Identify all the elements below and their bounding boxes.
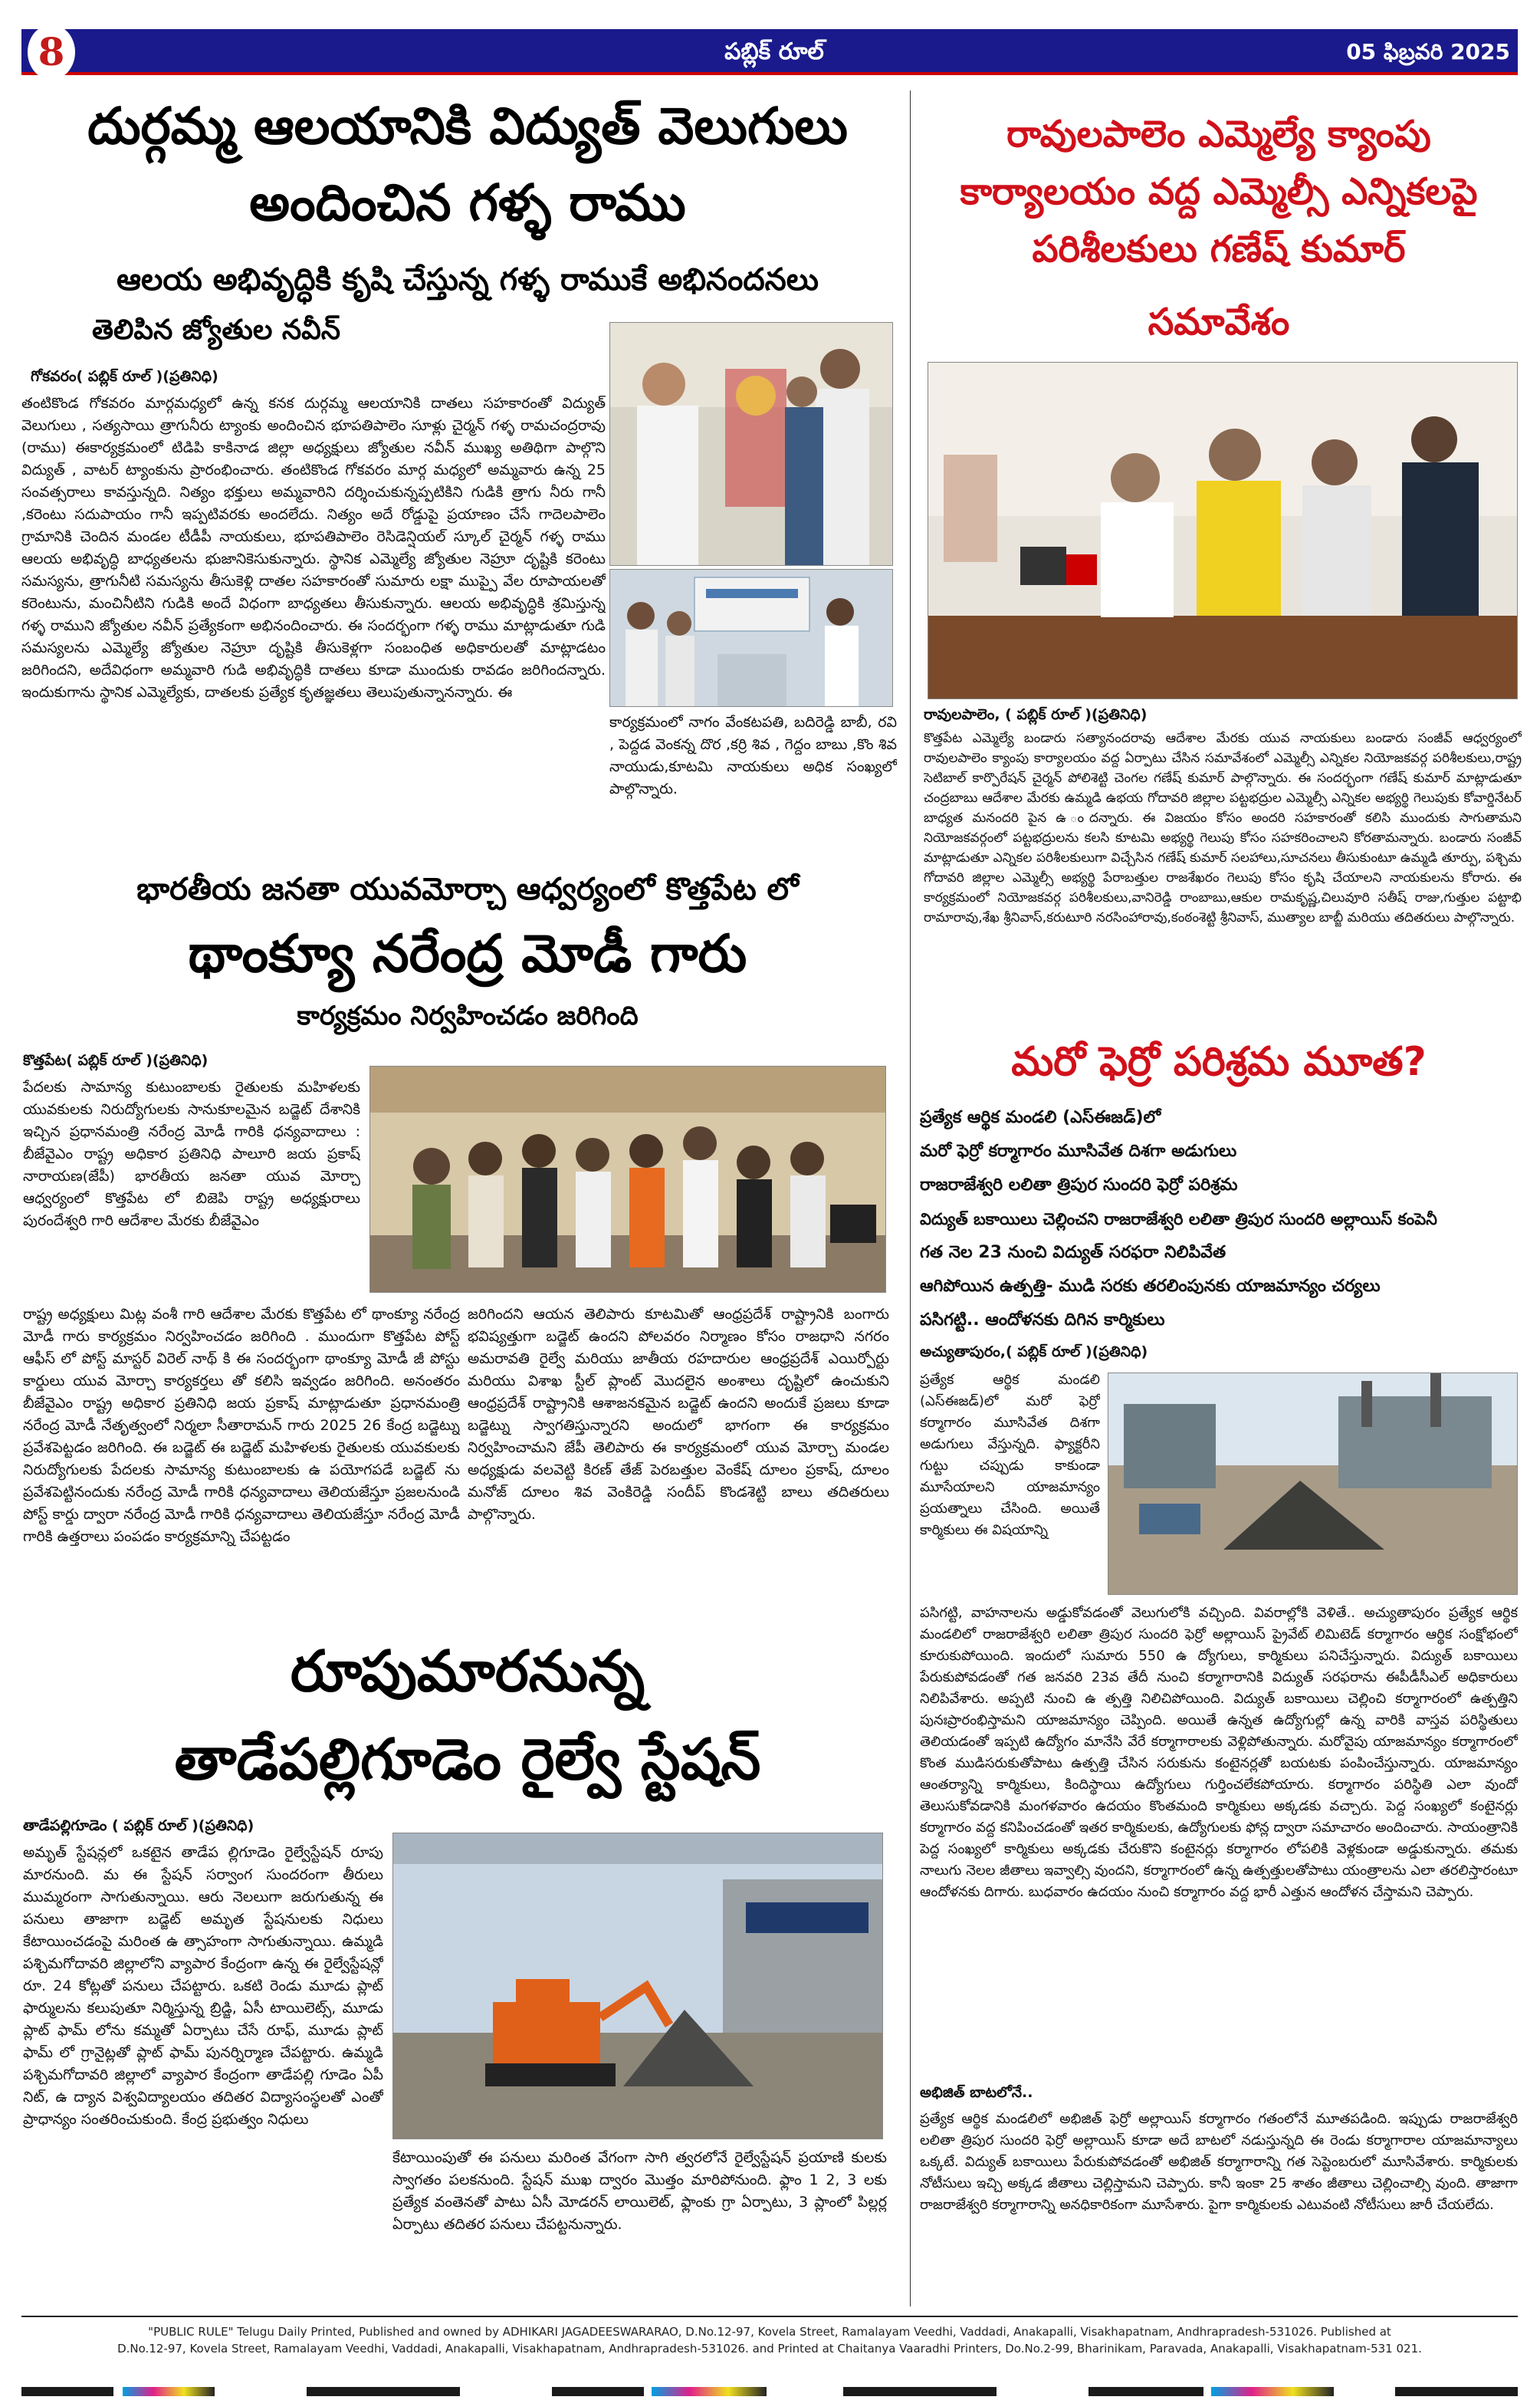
ferro-factory-photo [1108,1373,1518,1595]
article5-subhead-4: విద్యుత్ బకాయిలు చెల్లించని రాజరాజేశ్వరి లలితా త్రిపుర సుందరి అల్లాయిస్ కంపెనీ [920,1210,1437,1228]
imprint-line-2: D.No.12-97, Kovela Street, Ramalayam Veedhi, Vaddadi, Anakapalli, Visakhapatnam, Andhrapradesh-531026. and Printed at Chaitanya Vaaradhi Printers, Do.No.2-99, Bharinikam, Paravada, Anakapalli, Visakhapatnam-531 021. [117,2342,1422,2356]
article3-dateline: తాడేపల్లిగూడెం ( పబ్లిక్ రూల్ )(ప్రతినిధి) [23,1817,254,1834]
article1-dateline: గోకవరం( పబ్లిక్ రూల్ )(ప్రతినిధి) [31,368,218,385]
imprint-line-1: "PUBLIC RULE" Telugu Daily Printed, Published and owned by ADHIKARI JAGADEESWARARAO, D.No.12-97, Kovela Street, Ramalayam Veedhi, Vaddadi, Anakapalli, Visakhapatnam, Andhrapradesh-531026. Published at [148,2325,1391,2339]
article2-body-col1: పేదలకు సామాన్య కుటుంబాలకు రైతులకు మహిళలకు యువకులకు నిరుద్యోగులకు సానుకూలమైన బడ్జెట్ దేశానికి ఇచ్చిన ప్రధానమంత్రి నరేంద్ర మోడీ గారికి ధన్యవాదాలు : బీజేవైఎం రాష్ట్ర అధికార ప్రతినిధి పాలూరి జయ ప్రకాష్ నారాయణ(జేపీ) భారతీయ జనతా యువ మోర్చా ఆధ్వర్యంలో కొత్తపేట లో బిజెపి రాష్ట్ర అధ్యక్షురాలు పురందేశ్వరి గారి ఆదేశాల మేరకు బీజేవైఎం [23,1079,360,1229]
article5-subhead-6: ఆగిపోయిన ఉత్పత్తి- ముడి సరకు తరలింపునకు యాజమాన్యం చర్యలు [920,1277,1381,1296]
registration-bar-black-6 [1395,2387,1518,2396]
article5-headline: మరో ఫెర్రో పరిశ్రమ మూత? [1011,1039,1427,1085]
article4-headline-line3: పరిశీలకులు గణేష్ కుమార్ [1032,228,1406,271]
registration-bar-color-3 [1211,2387,1334,2396]
article1-subhead2: తెలిపిన జ్యోతుల నవీన్ [92,314,341,346]
article3-body-col2: కేటాయింపుతో ఈ పనులు మరింత వేగంగా సాగి త్వరలోనే రైల్వేస్టేషన్ ప్రయాణి కులకు స్వాగతం పలకనుంది. స్టేషన్ ముఖ ద్వారం మొత్తం మారిపోనుంది. ఫ్లాం 1 2, 3 లకు ప్రత్యేక వంతెనతో పాటు ఏసీ మోడరన్ లాయిలెట్, ఫ్లాంకు గ్రా ఏర్పాటు, 3 ప్లాంలో పిల్లర్ల ఏర్పాటు తదితర పనులు చేపట్టనున్నారు. [392,2149,887,2233]
article2-subhead: కార్యక్రమం నిర్వహించడం జరిగింది [297,1001,639,1031]
imprint-footer [21,2316,1518,2385]
article3-headline-line1: రూపుమారనున్న [290,1639,645,1705]
registration-bar-black-5 [1089,2387,1203,2396]
railway-station-construction-photo [392,1833,883,2139]
registration-bar-color [123,2387,215,2396]
article1-caption: కార్యక్రమంలో నాగం వేంకటపతి, బదిరెడ్డి బాబీ, రవి , పెద్దడ వెంకన్న దొర ,కర్రి శివ , గెద్దం బాబు ,కొం శివ నాయుడు,కూటమి నాయకులు అధిక సంఖ్యలో పాల్గొన్నారు. [609,714,897,797]
article1-headline-line2: అందించిన గళ్ళ రాము [249,173,686,232]
column-divider [910,90,911,2306]
article2-body-col3: జరిగిందని ఆయన తెలిపారు కూటమితో ఆంధ్రప్రదేశ్ రాష్ట్రానికి బంగారు భవిష్యత్తుగా బడ్జెట్ ఉందని పోలవరం నిర్మాణం కోసం రాజధాని నగరం అమరావతి రైల్వే మరియు జాతీయ రహదారుల ఆంధ్రప్రదేశ్ ఎయిర్పోర్టు మరియు విశాఖ స్టీల్ ప్లాంట్ మొదలైన అంశాలు దృష్టిలో ఉంచుకుని ఆంధ్రప్రదేశ్ రాష్ట్రానికి ఆశాజనకమైన బడ్జెట్ ఉందని అందుకే ప్రజలు కూడా బడ్జెట్ను స్వాగతిస్తున్నారని అందులో భాగంగా ఈ కార్యక్రమం నిర్వహించామని జేపీ తెలిపారు ఈ కార్యక్రమంలో యువ మోర్చా మండల అధ్యక్షుడు వలవెట్టి కిరణ్ తేజ్ పెరబత్తుల వెంకేష్ దూలం ప్రకాష్, దూలం మనోజ్ దూలం శివ వెంకిరెడ్డి సందీప్ కొండశెట్టి బాలు తదితరులు పాల్గొన్నారు. [468,1306,889,1523]
article5-subhead-3: రాజరాజేశ్వరి లలితా త్రిపుర సుందరి ఫెర్రో పరిశ్రమ [920,1175,1238,1195]
article1-subhead: ఆలయ అభివృద్ధికి కృషి చేస్తున్న గళ్ళ రాముకే అభినందనలు [117,262,819,298]
article2-body-col2: రాష్ట్ర అధ్యక్షులు మిట్ల వంశీ గారి ఆదేశాల మేరకు కొత్తపేట లో థాంక్యూ నరేంద్ర మోడీ గారు కార్యక్రమం నిర్వహించడం జరిగింది . ముందుగా కొత్తపేట పోస్ట్ ఆఫీస్ లో పోస్ట్ మాస్టర్ విరెల్ నాథ్ కి ఈ సందర్భంగా థాంక్యూ మోడీ జీ పోస్టు కార్డులు యువ మోర్చా కార్యకర్తలు తో కలిసి ఇవ్వడం జరిగింది. అనంతరం బీజేవైఎం రాష్ట్ర అధికార ప్రతినిధి జయ ప్రకాష్ మాట్లాడుతూ ప్రధానమంత్రి నరేంద్ర మోడీ నేతృత్వంలో నిర్మలా సీతారామన్ గారు 2025 26 కేంద్ర బడ్జెట్ను ప్రవేశపెట్టడం జరిగింది. ఈ బడ్జెట్ ఈ బడ్జెట్ మహిళలకు రైతులకు యువకులకు నిరుద్యోగులకు పేదలకు సామాన్య కుటుంబాలకు ఉ పయోగపడే బడ్జెట్ ను ప్రవేశపెట్టినందుకు నరేంద్ర మోడీ గారికి ధన్యవాదాలు తెలియజేస్తూ ప్రజలనుండి పోస్ట్ కార్డు ద్వారా నరేంద్ర మోడీ గారికి ధన్యవాదాలు తెలియజేస్తూ నరేంద్ర మోడీ గారికి ఉత్తరాలు పంపడం కార్యక్రమాన్ని చేపట్టడం [23,1306,460,1545]
mlc-meeting-photo [928,362,1518,699]
temple-inauguration-photo [609,322,893,566]
registration-bar-color-2 [652,2387,767,2396]
paper-name: పబ్లిక్ రూల్ [724,38,824,65]
registration-bar-black-3 [552,2387,644,2396]
article2-headline: థాంక్యూ నరేంద్ర మోడీ గారు [188,924,747,985]
article5-intro: ప్రత్యేక ఆర్థిక మండలి (ఎస్ఈజడ్)లో మరో ఫెర్రో కర్మాగారం మూసివేత దిశగా అడుగులు వేస్తున్నది. ఫ్యాక్టరీని గుట్టు చప్పుడు కాకుండా మూసేయాలని యాజమాన్యం ప్రయత్నాలు చేసింది. అయితే కార్మికులు ఈ విషయాన్ని [920,1372,1100,1538]
article5-dateline: అచ్యుతాపురం,( పబ్లిక్ రూల్ )(ప్రతినిధి) [920,1343,1148,1360]
article2-dateline: కొత్తపేట( పబ్లిక్ రూల్ )(ప్రతినిధి) [23,1052,209,1069]
registration-bar-black-4 [843,2387,997,2396]
water-tank-inauguration-photo [609,569,893,707]
article4-headline-line2: కార్యాలయం వద్ద ఎమ్మెల్సీ ఎన్నికలపై [960,170,1478,213]
article5-subhead-2: మరో ఫెర్రో కర్మాగారం మూసివేత దిశగా అడుగులు [920,1142,1237,1161]
article5-body-end: ప్రత్యేక ఆర్థిక మండలిలో అభిజిత్ ఫెర్రో అల్లాయిస్ కర్మాగారం గతంలోనే మూతపడింది. ఇప్పుడు రాజరాజేశ్వరి లలితా త్రిపుర సుందరి ఫెర్రో అల్లాయిస్ కూడా అదే బాటలో నడుస్తున్నది ఈ రెండు కర్మాగారాల యాజమాన్యాలు ఒక్కటే. విద్యుత్ బకాయిలు పేరుకుపోవడంతో అభిజిత్ కర్మాగారాన్ని గత సెప్టెంబరులో మూసివేశారు. కార్మికులకు నోటీసులు ఇచ్చి అక్కడ జీతాలు చెల్లిస్తామని చెప్పారు. కానీ ఇంకా 25 శాతం జీతాలు చెల్లించాల్సి వుంది. తాజాగా రాజరాజేశ్వరి కర్మాగారాన్ని అనధికారికంగా మూసేశారు. పైగా కార్మికులకు ఎటువంటి నోటీసులు జారీ చేయలేదు. [920,2111,1518,2213]
article5-subhead-7: పసిగట్టి.. ఆందోళనకు దిగిన కార్మికులు [920,1310,1165,1330]
article4-headline-line4: సమావేశం [1148,301,1290,344]
article4-dateline: రావులపాలెం, ( పబ్లిక్ రూల్ )(ప్రతినిధి) [924,706,1148,723]
article2-kicker: భారతీయ జనతా యువమోర్చా ఆధ్వర్యంలో కొత్తపేట లో [136,872,799,907]
article5-body: పసిగట్టి, వాహనాలను అడ్డుకోవడంతో వెలుగులోకి వచ్చింది. వివరాల్లోకి వెళితే.. అచ్యుతాపురం ప్రత్యేక ఆర్థిక మండలిలో రాజరాజేశ్వరి లలితా త్రిపుర సుందరి ఫెర్రో అల్లాయిస్ ప్రైవేట్ లిమిటెడ్ కర్మాగారం ఆర్థిక సంక్షోభంలో కూరుకుపోయింది. ఇందులో సుమారు 550 ఉ ద్యోగులు, కార్మికులు పనిచేస్తున్నారు. విద్యుత్ బకాయిలు పేరుకుపోవడంతో గత జనవరి 23వ తేదీ నుంచి కర్మాగారానికి విద్యుత్ సరఫరాను ఈపీడీసీఎల్ అధికారులు నిలిపివేశారు. అప్పటి నుంచి ఉ త్పత్తి నిలిచిపోయింది. విద్యుత్ బకాయిలు చెల్లించి కర్మాగారంలో ఉత్పత్తిని పునఃప్రారంభిస్తామని యాజమాన్యం చెప్పింది. అయితే ఉన్నత ఉద్యోగుల్లో ఉన్న వారికి వాస్తవ పరిస్థితులు తెలియడంతో ఇప్పటి ఉద్యోగం మానేసి వేరే కర్మాగారాలకు వెళ్లిపోతున్నారు. మరోవైపు యాజమాన్యం కర్మాగారంలో కొంత ముడిసరుకుతోపాటు ఉత్పత్తి చేసిన సరుకును కంటైనర్లతో బయటకు పంపించేస్తున్నారు. యాజమాన్యం ఆంతర్యాన్ని కార్మికులు, కిందిస్థాయి ఉద్యోగులు గుర్తించలేకపోయారు. కర్మాగారం పరిస్థితి ఎలా వుందో తెలుసుకోవడానికి మంగళవారం ఉదయం కొంతమంది కార్మికులు అక్కడకు వచ్చారు. పెద్ద సంఖ్యలో కంటైనర్లు కర్మాగారం వద్ద కనిపించడంతో ఇతర కార్మికులకు, ఉద్యోగులకు ఫోన్ల ద్వారా సమాచారం అందించారు. సాయంత్రానికి పెద్ద సంఖ్యలో కార్మికులు అక్కడకు చేరుకొని కంటైనర్లు కర్మాగారం లోపలికి వెళ్లకుండా అడ్డుకున్నారు. తమకు నాలుగు నెలల జీతాలు ఇవ్వాల్సి వుందని, కర్మాగారంలో ఉన్న ఉత్పత్తులతోపాటు యంత్రాలను ఎలా తరలిస్తారంటూ ఆందోళనకు దిగారు. బుధవారం ఉదయం నుంచి కర్మాగారం వద్ద భారీ ఎత్తున ఆందోళన చేస్తామని చెప్పారు. [920,1605,1518,1900]
article4-body: కొత్తపేట ఎమ్మెల్యే బండారు సత్యానందరావు ఆదేశాల మేరకు యువ నాయకులు బండారు సంజీవ్ ఆధ్వర్యంలో రావులపాలెం క్యాంపు కార్యాలయం వద్ద ఏర్పాటు చేసిన సమావేశంలో ఎమ్మెల్సీ ఎన్నికల నియోజకవర్గ పరిశీలకులు,రాష్ట్ర సెటిబాల్ కార్పొరేషన్ చైర్మన్ పోలిశెట్టి చెంగల గణేష్ కుమార్ పాల్గొన్నారు. ఈ సందర్భంగా గణేష్ కుమార్ మాట్లాడుతూ చంద్రబాబు ఆదేశాల మేరకు ఉమ్మడి ఉభయ గోదావరి జిల్లాల పట్టభద్రుల ఎమ్మెల్సీ ఎన్నికల అభ్యర్థి గెలుపుకు కోవార్డినేటర్ బాధ్యత మనందరి పైన ఉ ందన్నారు. ఈ విజయం కోసం అందరి సహకారంతో కలిసి ముందుకు సాగుతామని నియోజకవర్గంలో పట్టభద్రులను కలసి కూటమి అభ్యర్థి గెలుపు కోసం సహకరించాలని కోరతామన్నారు. బండారు సంజీవ్ మాట్లాడుతూ ఎన్నికల పరిశీలకులుగా విచ్చేసిన గణేష్ కుమార్ సలహాలు,సూచనలు తీసుకుంటూ ఉమ్మడి తూర్పు, పశ్చిమ గోదావరి జిల్లాల ఎమ్మెల్సీ అభ్యర్థి పేరాబత్తుల రాజశేఖరం గెలుపు కోసం కృషి చేయాలని నాయకులను కోరారు. ఈ కార్యక్రమంలో నియోజకవర్గ పరిశీలకులు,వానిరెడ్డి రాంబాబు,ఆకుల రామకృష్ణ,చిలువూరి సతీష్ రాజు,గుత్తుల పట్టాభి రామారావు,శేఖ శ్రీనివాస్,కరుటూరి నరసింహారావు,కంఠంశెట్టి శ్రీనివాస్, ముత్యాల బాబ్జీ మరియు తదితరులు పాల్గొన్నారు. [924,731,1522,925]
article3-headline-line2: తాడేపల్లిగూడెం రైల్వే స్టేషన్ [174,1727,761,1793]
issue-date: 05 ఫిబ్రవరి 2025 [1346,39,1510,64]
registration-bar-black-2 [307,2387,460,2396]
registration-bar-black [21,2387,113,2396]
article5-subhead-5: గత నెల 23 నుంచి విద్యుత్ సరఫరా నిలిపివేత [920,1243,1226,1262]
article5-subhead-end: అభిజిత్ బాటలోనే.. [920,2084,1033,2101]
post-office-group-photo [369,1066,886,1293]
article4-headline-line1: రావులపాలెం ఎమ్మెల్యే క్యాంపు [1006,113,1431,156]
article1-headline-line1: దుర్గమ్మ ఆలయానికి విద్యుత్ వెలుగులు [87,97,848,156]
page-number: 8 [28,25,75,80]
article1-body: తంటికొండ గోకవరం మార్గమధ్యలో ఉన్న కనక దుర్గమ్మ ఆలయానికి దాతలు సహకారంతో విద్యుత్ వెలుగులు , సత్యసాయి త్రాగునీరు ట్యాంకు అందించిన భూపతిపాలెం సూళ్లు చైర్మన్ గళ్ళ రామచంద్రరావు (రాము) ఈకార్యక్రమంలో టిడిపి కాకినాడ జిల్లా అధ్యక్షులు జ్యోతుల నవీన్ ముఖ్య అతిథిగా పాల్గొని విద్యుత్ , వాటర్ ట్యాంకును ప్రారంభించారు. తంటికొండ గోకవరం మార్గ మధ్యలో అమ్మవారు ఉన్న 25 సంవత్సరాలు కావస్తున్నది. నిత్యం భక్తులు అమ్మవారిని దర్శించుకున్నప్పటికిని గుడికి త్రాగు నీరు గానీ ,కరెంటు సదుపాయం గానీ ఇప్పటివరకు అందలేదు. నిత్యం అదే రోడ్డుపై ప్రయాణం చేసే గాదెలపాలెం గ్రామానికి చెందిన మండల టీడీపీ నాయకులు, భూపతిపాలెం రెసిడెన్షియల్ స్కూల్ చైర్మన్ గళ్ళ రాము ఆలయ అభివృద్ధి బాధ్యతలను భుజానికెసుకున్నారు. స్థానిక ఎమ్మెల్యే జ్యోతుల నెహ్రూ దృష్టికి కరెంటు సమస్యను, త్రాగునీటి సమస్యను తీసుకెళ్లి దాతల సహకారంతో సుమారు లక్షా ముప్పై వేల రూపాయలతో కరెంటును, మంచినీటిని గుడికి అందే విధంగా బాధ్యతలు తీసుకున్నారు. ఆలయ అభివృద్ధికి శ్రమిస్తున్న గళ్ళ రాముని జ్యోతుల నవీన్ ప్రత్యేకంగా అభినందించారు. ఈ సందర్భంగా గళ్ళ రాము మాట్లాడుతూ గుడి సమస్యలను ఎమ్మెల్యే జ్యోతుల నెహ్రూ దృష్టికి తీసుకెళ్లగా సంబంధిత అధికారులతో మాట్లాడటం జరిగిందని, అదేవిధంగా అమ్మవారి గుడి అభివృద్ధికి దాతలు కూడా ముందుకు రావడం జరిగిందన్నారు. ఇందుకుగాను స్థానిక ఎమ్మెల్యేకు, దాతలకు ప్రత్యేక కృతజ్ఞతలు తెలుపుతున్నానన్నారు. ఈ [21,395,606,701]
article3-body-col1: అమృత్ స్టేషన్లలో ఒకటైన తాడేప ల్లిగూడెం రైల్వేస్టేషన్ రూపు మారనుంది. మ ఈ స్టేషన్ సర్వాంగ సుందరంగా తీరులు ముమ్మరంగా సాగుతున్నాయి. ఆరు నెలలుగా జరుగుతున్న ఈ పనులు తాజాగా బడ్జెట్ అమృత స్టేషనులకు నిధులు కేటాయించడంపై మరింత ఉ త్సాహంగా సాగుతున్నాయి. ఉమ్మడి పశ్చిమగోదావరి జిల్లాలోని వ్యాపార కేంద్రంగా ఉన్న ఈ రైల్వేస్టేషన్లో రూ. 24 కోట్లతో పనులు చేపట్టారు. ఒకటి రెండు మూడు ప్లాట్ ఫార్ములను కలుపుతూ నిర్మిస్తున్న బ్రిడ్జి, ఏసీ టాయిలెట్స్, మూడు ప్లాట్ ఫామ్ లోను కమ్మతో ఏర్పాటు చేసే రూఫ్, మూడు ప్లాట్ ఫామ్ లో గ్రానైట్లతో ప్లాట్ ఫామ్ పునర్నిర్మాణ చేపట్టారు. ఉమ్మడి పశ్చిమగోదావరి జిల్లాలో వ్యాపార కేంద్రంగా తాడేపల్లి గూడెం ఏపీ నిట్, ఉ ద్యాన విశ్వవిద్యాలయం తదితర విద్యాసంస్థలతో ఎంతో ప్రాధాన్యం సంతరించుకుంది. కేంద్ర ప్రభుత్వం నిధులు [23,1844,383,2128]
article5-subhead-1: ప్రత్యేక ఆర్థిక మండలి (ఎస్ఈజడ్)లో [920,1108,1161,1127]
